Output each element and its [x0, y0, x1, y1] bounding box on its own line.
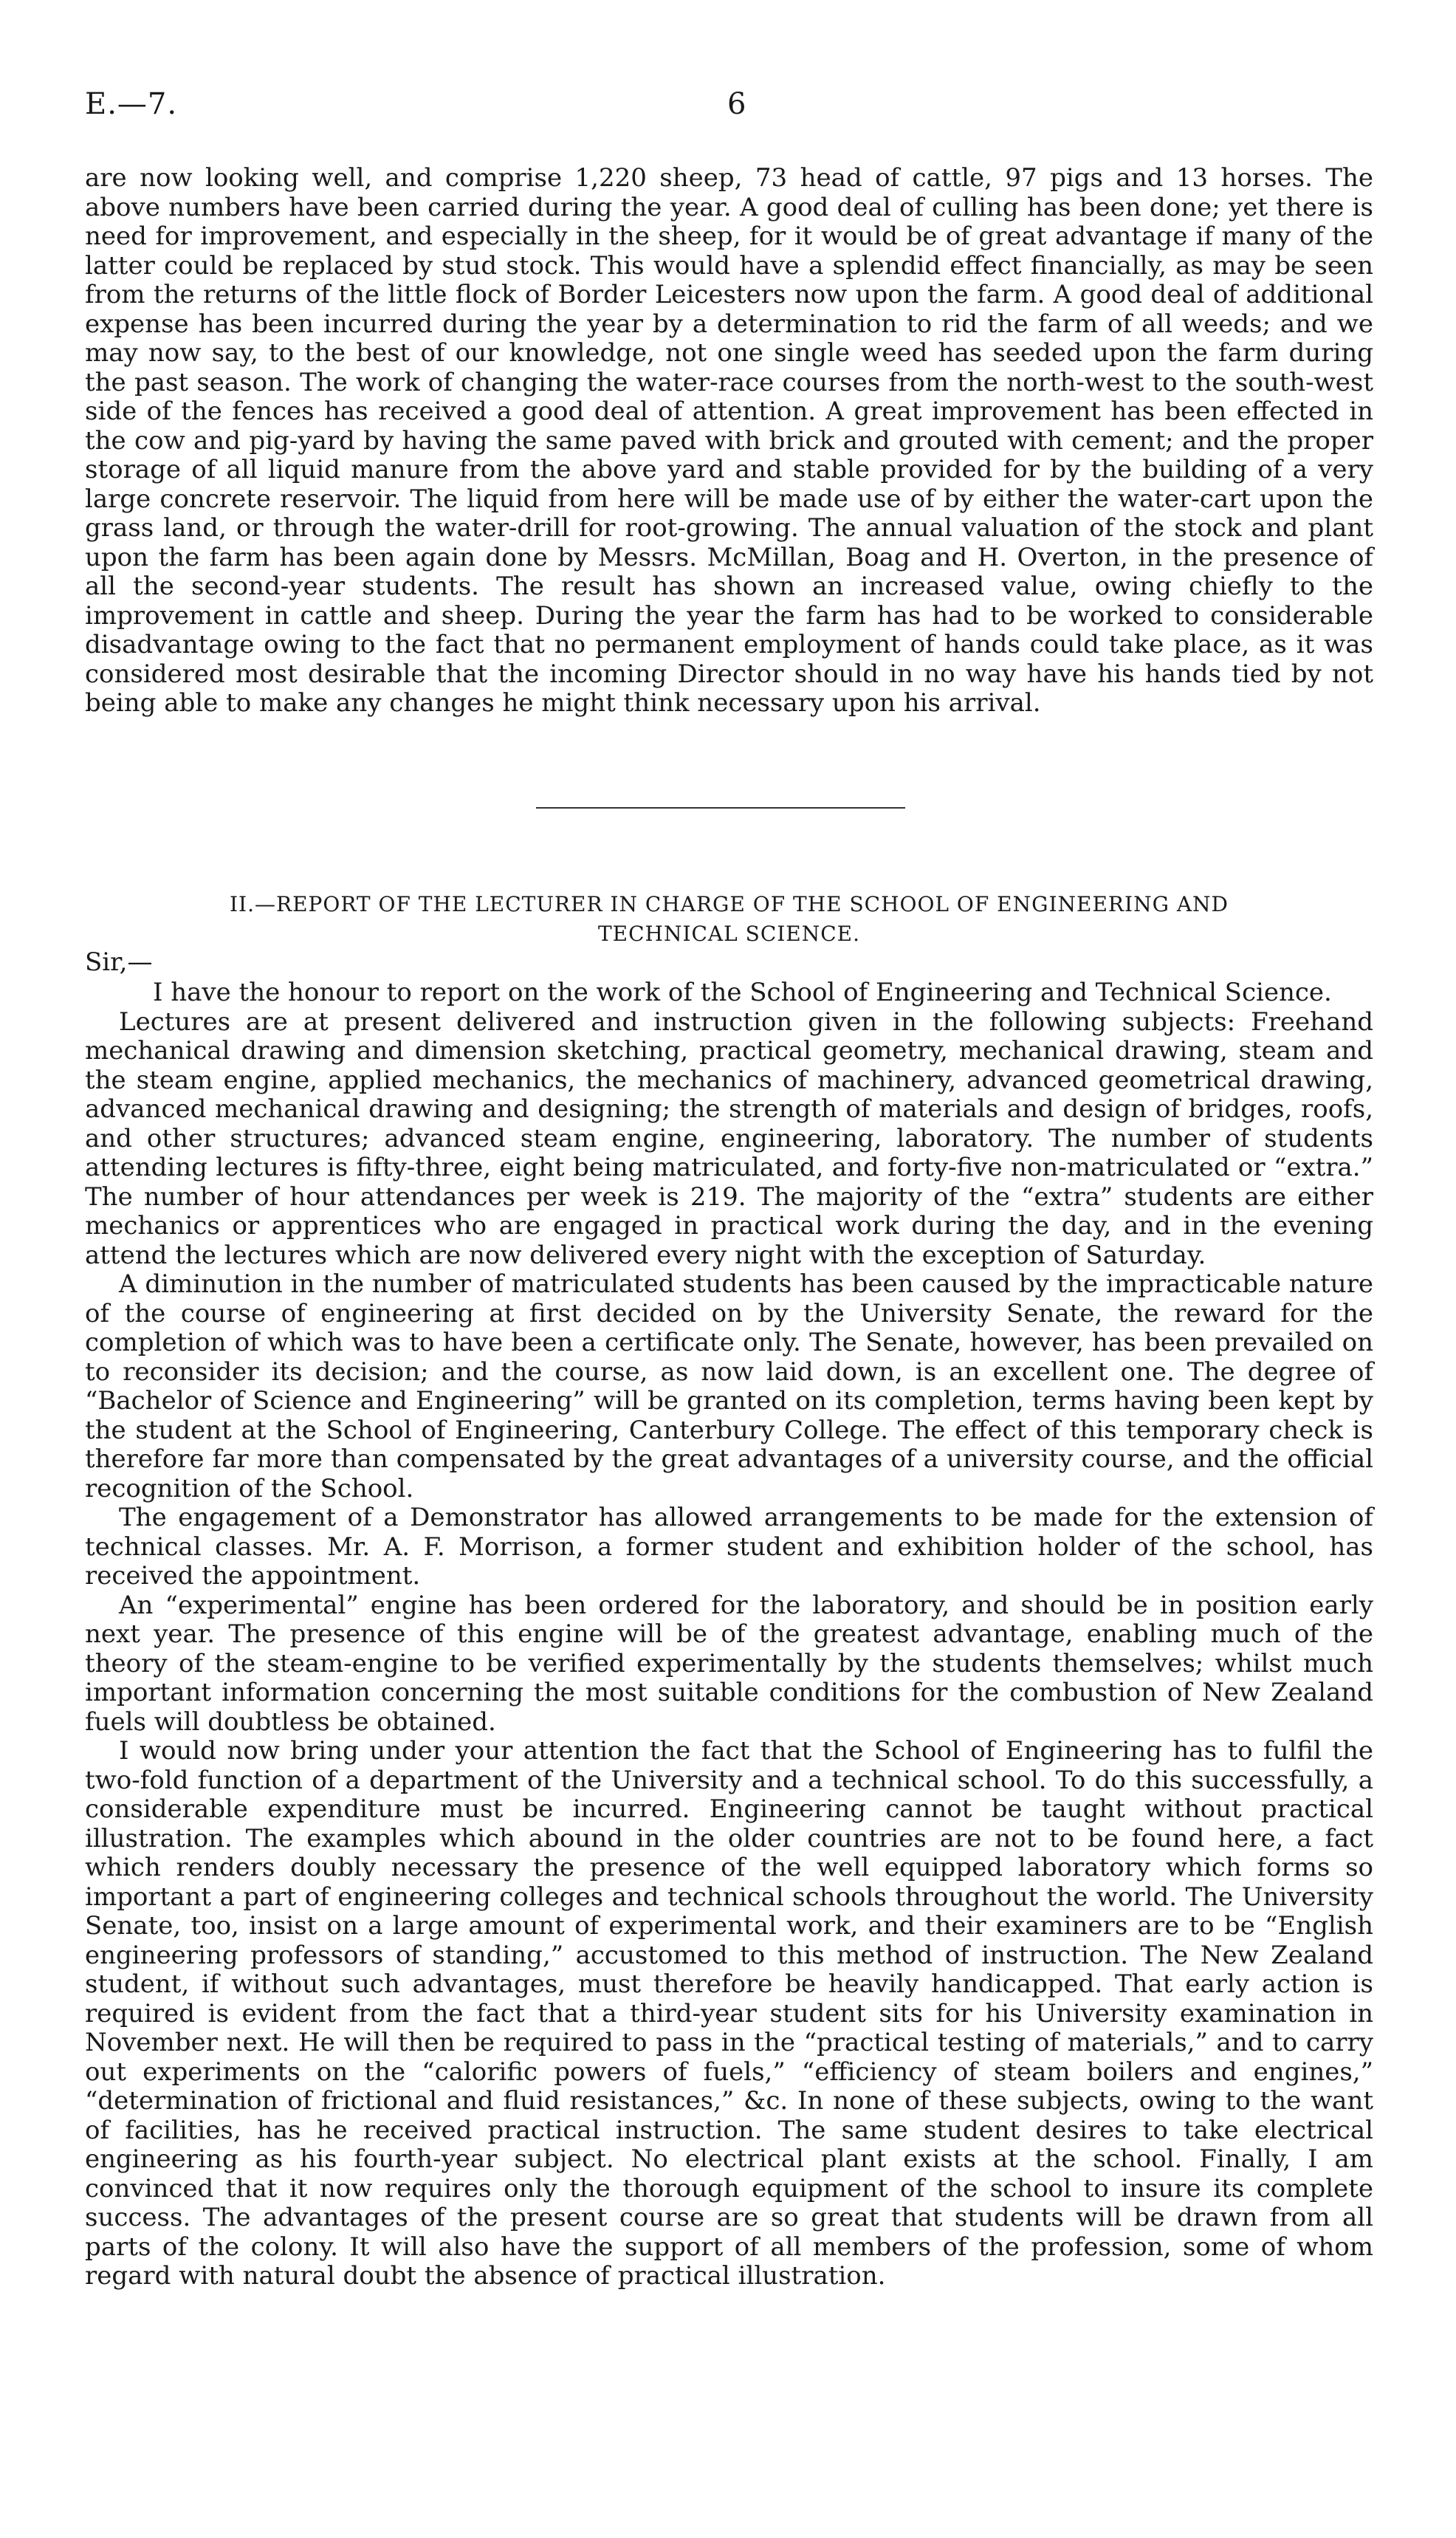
- paragraph-conclusion: I would now bring under your attention the fact that the School of Engineering has to fulfil the two-fold function of a department of the University and a technical school. To do this successfully, a considerable expenditure must be incurred. Engineering cannot be taught without practical illustration. The examples which abound in the older countries are not to be found here, a fact which renders doubly necessary the presence of the well equipped laboratory which forms so important a part of engineering colleges and technical schools throughout the world. The University Senate, too, insist on a large amount of experimental work, and their examiners are to be “English engineering professors of standing,” accustomed to this method of instruction. The New Zealand student, if without such advantages, must therefore be heavily handicapped. That early action is required is evident from the fact that a third-year student sits for his University examination in November next. He will then be required to pass in the “practical testing of materials,” and to carry out experiments on the “calorific powers of fuels,” “efficiency of steam boilers and engines,” “determination of frictional and fluid resistances,” &c. In none of these subjects, owing to the want of facilities, has he received practical instruction. The same student desires to take electrical engineering as his fourth-year subject. No electrical plant exists at the school. Finally, I am convinced that it now requires only the thorough equipment of the school to insure its complete success. The advantages of the present course are so great that students will be drawn from all parts of the colony. It will also have the support of all members of the profession, some of whom regard with natural doubt the absence of practical illustration.: [85, 1736, 1373, 2291]
- paragraph-experimental-engine: An “experimental” engine has been ordered for the laboratory, and should be in position early next year. The presence of this engine will be of the greatest advantage, enabling much of the theory of the steam-engine to be verified experimentally by the students themselves; whilst much important information concerning the most suitable conditions for the combustion of New Zealand fuels will doubtless be obtained.: [85, 1590, 1373, 1737]
- salutation: Sir,—: [85, 947, 153, 977]
- section-title: [85, 890, 1373, 949]
- section-title-line-2: TECHNICAL SCIENCE.: [597, 922, 861, 946]
- paragraph-lectures: Lectures are at present delivered and instruction given in the following subjects: Freehand mechanical drawing and dimension sketching, practical geometry, mechanical drawing, steam and the steam engine, applied mechanics, the mechanics of machinery, advanced geometrical drawing, advanced mechanical drawing and designing; the strength of materials and design of bridges, roofs, and other structures; advanced steam engine, engineering, laboratory. The number of students attending lectures is fifty-three, eight being matriculated, and forty-five non-matriculated or “extra.” The number of hour attendances per week is 219. The majority of the “extra” students are either mechanics or apprentices who are engaged in practical work during the day, and in the evening attend the lectures which are now delivered every night with the exception of Saturday.: [85, 1006, 1373, 1270]
- page-number: 6: [727, 87, 746, 121]
- paragraph-intro: I have the honour to report on the work of the School of Engineering and Technical Science.: [153, 978, 1332, 1007]
- paragraph-demonstrator: The engagement of a Demonstrator has allowed arrangements to be made for the extension of technical classes. Mr. A. F. Morrison, a former student and exhibition holder of the school, has received the appointment.: [85, 1503, 1373, 1591]
- farm-report-paragraph: are now looking well, and comprise 1,220 sheep, 73 head of cattle, 97 pigs and 13 horses. The above numbers have been carried during the year. A good deal of culling has been done; yet there is need for improvement, and especially in the sheep, for it would be of great advantage if many of the latter could be replaced by stud stock. This would have a splendid effect financially, as may be seen from the returns of the little flock of Border Leicesters now upon the farm. A good deal of additional expense has been incurred during the year by a determination to rid the farm of all weeds; and we may now say, to the best of our knowledge, not one single weed has seeded upon the farm during the past season. The work of changing the water-race courses from the north-west to the south-west side of the fences has received a good deal of attention. A great improvement has been effected in the cow and pig-yard by having the same paved with brick and grouted with cement; and the proper storage of all liquid manure from the above yard and stable provided for by the building of a very large concrete reservoir. The liquid from here will be made use of by either the water-cart upon the grass land, or through the water-drill for root-growing. The annual valuation of the stock and plant upon the farm has been again done by Messrs. McMillan, Boag and H. Overton, in the presence of all the second-year students. The result has shown an increased value, owing chiefly to the improvement in cattle and sheep. During the year the farm has had to be worked to considerable disadvantage owing to the fact that no permanent employment of hands could take place, as it was considered most desirable that the incoming Director should in no way have his hands tied by not being able to make any changes he might think necessary upon his arrival.: [85, 163, 1373, 718]
- page-header: [85, 87, 1373, 131]
- page-reference: E.—7.: [85, 87, 178, 121]
- section-divider: [536, 807, 905, 809]
- engineering-report-body: [85, 978, 1373, 2291]
- paragraph-diminution: A diminution in the number of matriculated students has been caused by the impracticable nature of the course of engineering at first decided on by the University Senate, the reward for the completion of which was to have been a certificate only. The Senate, however, has been prevailed on to reconsider its decision; and the course, as now laid down, is an excellent one. The degree of “Bachelor of Science and Engineering” will be granted on its completion, terms having been kept by the student at the School of Engineering, Canterbury College. The effect of this temporary check is therefore far more than compensated by the great advantages of a university course, and the official recognition of the School.: [85, 1269, 1373, 1503]
- section-title-line-1: II.—REPORT OF THE LECTURER IN CHARGE OF THE SCHOOL OF ENGINEERING AND: [229, 892, 1229, 916]
